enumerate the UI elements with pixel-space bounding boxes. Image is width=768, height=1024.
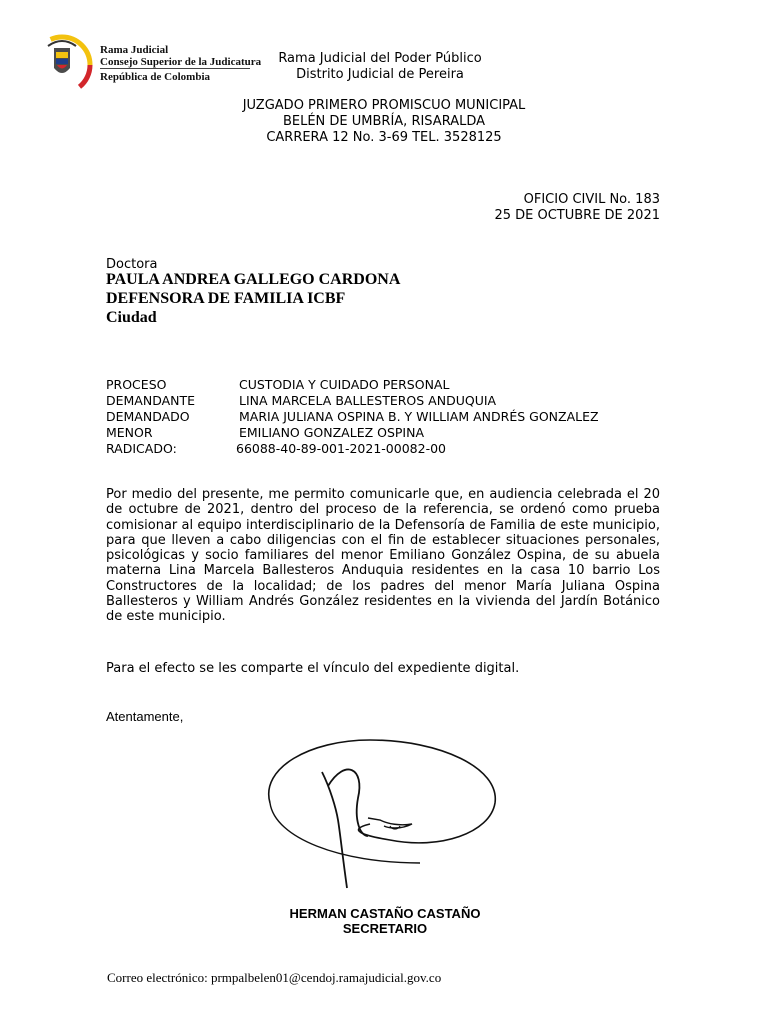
- header-line-1: Rama Judicial del Poder Público: [278, 51, 482, 66]
- logo-divider: [100, 68, 250, 69]
- footer-email: Correo electrónico: prmpalbelen01@cendoj.ramajudicial.gov.co: [107, 970, 442, 985]
- header-line-2: Distrito Judicial de Pereira: [296, 67, 464, 82]
- court-address: CARRERA 12 No. 3-69 TEL. 3528125: [266, 130, 502, 145]
- court-town: BELÉN DE UMBRÍA, RISARALDA: [282, 114, 486, 129]
- case-label: RADICADO:: [106, 441, 177, 456]
- case-value: EMILIANO GONZALEZ OSPINA: [239, 425, 425, 440]
- recipient-city: Ciudad: [106, 309, 157, 326]
- signer-name: HERMAN CASTAÑO CASTAÑO: [289, 906, 481, 921]
- case-label: MENOR: [106, 425, 153, 440]
- case-value: LINA MARCELA BALLESTEROS ANDUQUIA: [239, 393, 497, 408]
- case-value: MARIA JULIANA OSPINA B. Y WILLIAM ANDRÉS GONZALEZ: [239, 409, 599, 424]
- case-label: PROCESO: [106, 377, 167, 392]
- recipient-title: DEFENSORA DE FAMILIA ICBF: [106, 290, 346, 307]
- logo-line-2: Consejo Superior de la Judicatura: [100, 56, 262, 68]
- case-label: DEMANDANTE: [106, 393, 196, 408]
- recipient-salutation: Doctora: [106, 257, 158, 272]
- oficio-date: 25 DE OCTUBRE DE 2021: [494, 208, 660, 223]
- recipient-name: PAULA ANDREA GALLEGO CARDONA: [106, 271, 401, 288]
- closing: Atentamente,: [106, 709, 184, 724]
- rama-judicial-logo: [26, 34, 98, 96]
- case-label: DEMANDADO: [106, 409, 190, 424]
- oficio-number: OFICIO CIVIL No. 183: [523, 192, 660, 207]
- logo-line-1: Rama Judicial: [100, 44, 169, 56]
- signer-role: SECRETARIO: [342, 921, 428, 936]
- handwritten-signature: [250, 728, 510, 898]
- body-paragraph-link-note: Para el efecto se les comparte el vínculo del expediente digital.: [106, 661, 520, 676]
- body-paragraph: Por medio del presente, me permito comunicarle que, en audiencia celebrada el 20 de octubre de 2021, dentro del proceso de la referencia, se ordenó como prueba comisionar al equipo interdisciplinario de la Defensoría de Familia de este municipio, para que lleven a cabo diligencias con el fin de establecer situaciones personales, psicológicas y socio familiares del menor Emiliano González Ospina, de su abuela materna Lina Marcela Ballesteros Anduquia residentes en la casa 10 barrio Los Constructores de la localidad; de los padres del menor María Juliana Ospina Ballesteros y William Andrés González residentes en la vivienda del Jardín Botánico de este municipio.: [106, 487, 660, 625]
- court-name: JUZGADO PRIMERO PROMISCUO MUNICIPAL: [242, 98, 526, 113]
- case-value: CUSTODIA Y CUIDADO PERSONAL: [239, 377, 450, 392]
- logo-line-3: República de Colombia: [100, 71, 211, 83]
- case-value: 66088-40-89-001-2021-00082-00: [236, 441, 446, 456]
